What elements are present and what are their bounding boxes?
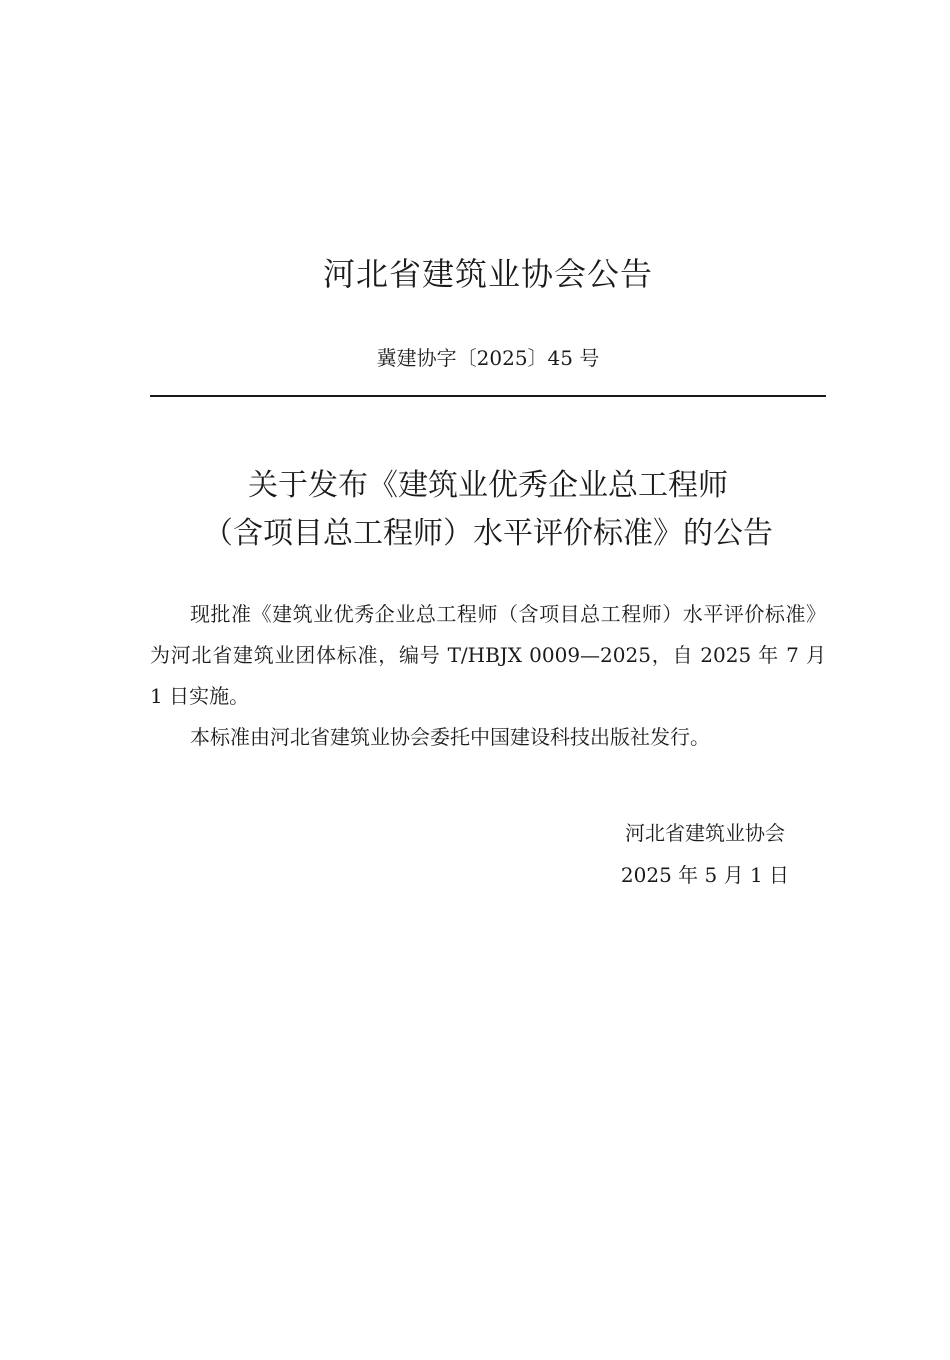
announcement-header-title: 河北省建筑业协会公告 xyxy=(322,255,653,293)
signature-date: 2025 年 5 月 1 日 xyxy=(620,863,790,887)
header-divider xyxy=(150,395,826,397)
signature-block xyxy=(560,812,850,896)
document-number: 冀建协字〔2025〕45 号 xyxy=(376,346,600,370)
signature-organization: 河北省建筑业协会 xyxy=(625,821,785,845)
body-paragraph-approval: 现批准《建筑业优秀企业总工程师（含项目总工程师）水平评价标准》为河北省建筑业团体标准，编号 T/HBJX 0009—2025，自 2025 年 7 月 1 日实施。 xyxy=(150,602,826,708)
notice-title-line-2: （含项目总工程师）水平评价标准》的公告 xyxy=(203,516,773,551)
notice-title-line-1: 关于发布《建筑业优秀企业总工程师 xyxy=(248,468,728,503)
notice-body xyxy=(150,594,826,758)
notice-title xyxy=(150,462,826,558)
body-paragraph-publisher: 本标准由河北省建筑业协会委托中国建设科技出版社发行。 xyxy=(190,725,710,749)
